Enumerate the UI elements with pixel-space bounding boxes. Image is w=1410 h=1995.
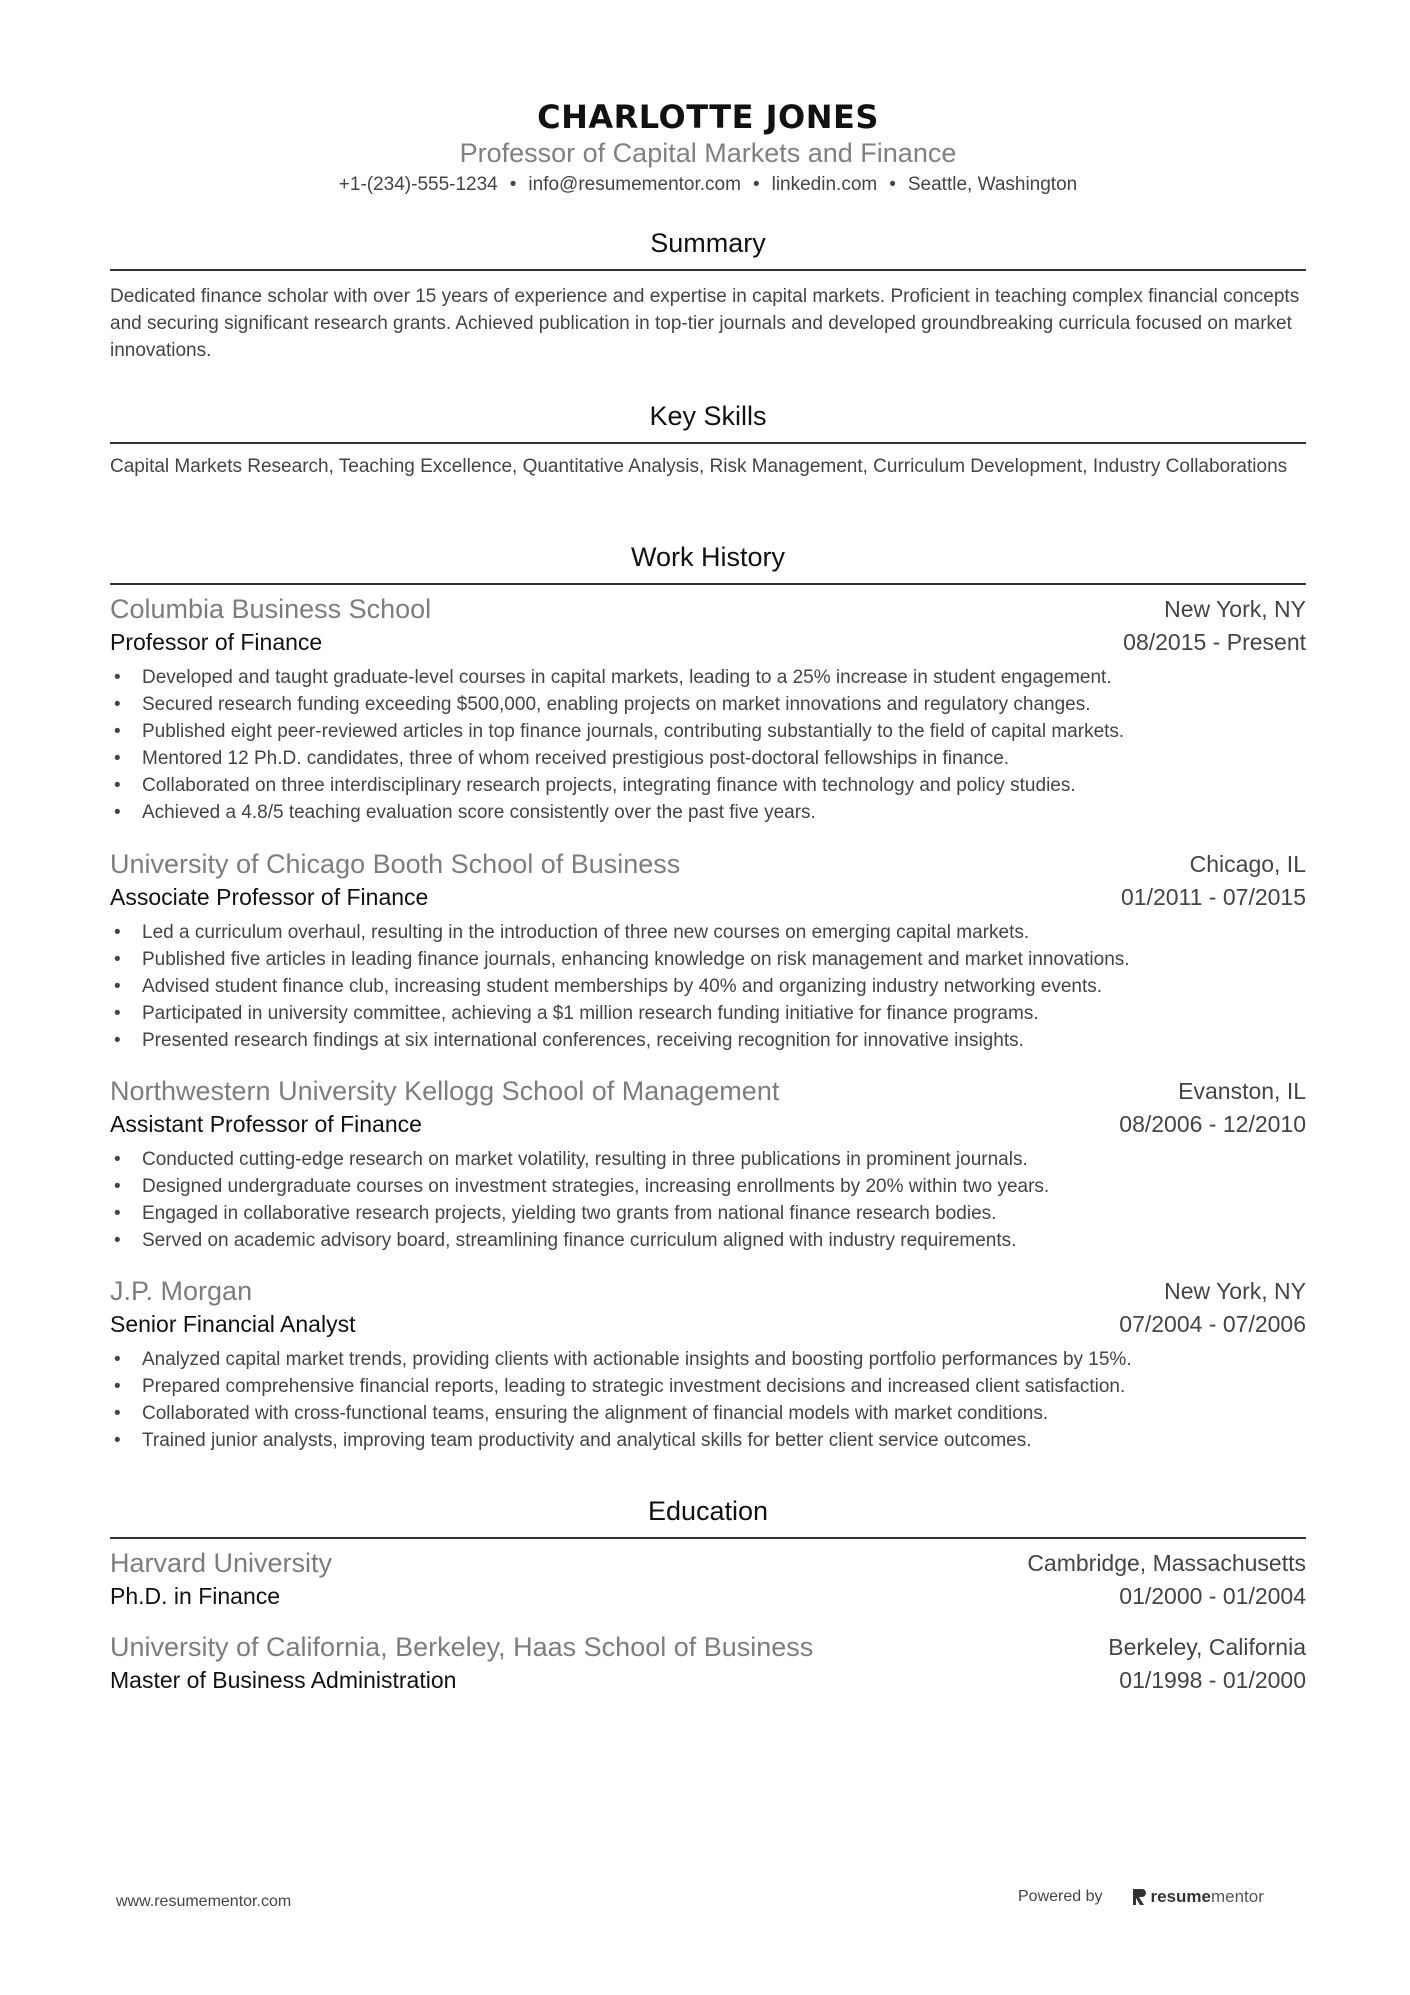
job-dates: 01/2011 - 07/2015 [1120, 884, 1306, 910]
job-entry [110, 1274, 1306, 1454]
education-dates: 01/2000 - 01/2004 [1119, 1583, 1306, 1609]
job-org: J.P. Morgan [110, 1276, 253, 1306]
bullet-item: • Published eight peer-reviewed articles in top finance journals, contributing substantially to the field of capital markets. [110, 718, 1306, 745]
bullet-item: • Prepared comprehensive financial reports, leading to strategic investment decisions and increased client satisfaction. [110, 1373, 1306, 1400]
job-location: New York, NY [1164, 596, 1306, 622]
education-heading: Education [647, 1496, 769, 1526]
job-dates: 08/2015 - Present [1123, 629, 1306, 655]
candidate-title: Professor of Capital Markets and Finance [459, 138, 957, 168]
brand-name[interactable] [1151, 1887, 1264, 1907]
education-entry [110, 1546, 1306, 1612]
job-location: New York, NY [1164, 1278, 1306, 1304]
location: Seattle, Washington [907, 174, 1078, 195]
bullet-item: • Collaborated with cross-functional teams, ensuring the alignment of financial models with market conditions. [110, 1400, 1306, 1427]
skills-heading: Key Skills [649, 401, 767, 431]
bullet-item: • Mentored 12 Ph.D. candidates, three of whom received prestigious post-doctoral fellowships in finance. [110, 745, 1306, 772]
email[interactable]: info@resumementor.com [528, 174, 741, 195]
bullet-item: • Analyzed capital market trends, providing clients with actionable insights and boosting portfolio performances by 15%. [110, 1346, 1306, 1373]
bullet-item: • Developed and taught graduate-level courses in capital markets, leading to a 25% increase in student engagement. [110, 664, 1306, 691]
separator: • [889, 174, 896, 195]
bullet-item: • Participated in university committee, achieving a $1 million research funding initiative for finance programs. [110, 1000, 1306, 1027]
job-bullets [110, 1346, 1306, 1454]
bullet-item: • Secured research funding exceeding $500,000, enabling projects on market innovations and regulatory changes. [110, 691, 1306, 718]
section-divider [110, 269, 1306, 271]
bullet-item: • Achieved a 4.8/5 teaching evaluation score consistently over the past five years. [110, 799, 1306, 826]
bullet-item: • Presented research findings at six international conferences, receiving recognition for innovative insights. [110, 1027, 1306, 1054]
footer-website[interactable]: www.resumementor.com [116, 1893, 292, 1910]
job-role: Senior Financial Analyst [110, 1311, 356, 1337]
school-location: Cambridge, Massachusetts [1027, 1550, 1306, 1576]
bullet-item: • Conducted cutting-edge research on market volatility, resulting in three publications in prominent journals. [110, 1146, 1306, 1173]
bullet-item: • Designed undergraduate courses on investment strategies, increasing enrollments by 20% within two years. [110, 1173, 1306, 1200]
bullet-item: • Trained junior analysts, improving team productivity and analytical skills for better client service outcomes. [110, 1427, 1306, 1454]
powered-by-label: Powered by [1018, 1888, 1103, 1905]
bullet-item: • Advised student finance club, increasing student memberships by 40% and organizing industry networking events. [110, 973, 1306, 1000]
bullet-item: • Served on academic advisory board, streamlining finance curriculum aligned with industry requirements. [110, 1227, 1306, 1254]
separator: • [752, 174, 760, 195]
degree: Master of Business Administration [110, 1667, 457, 1693]
job-role: Assistant Professor of Finance [110, 1111, 422, 1137]
skills-text: Capital Markets Research, Teaching Excellence, Quantitative Analysis, Risk Management, Curriculum Development, Industry Collaborations [110, 456, 1288, 477]
job-org: Columbia Business School [110, 594, 432, 624]
education-dates: 01/1998 - 01/2000 [1119, 1667, 1306, 1693]
summary-heading: Summary [650, 228, 766, 258]
summary-text: Dedicated finance scholar with over 15 years of experience and expertise in capital markets. Proficient in teaching complex financial concepts and securing significant research grants. Achieved publication in top-tier journals and developed groundbreaking curricula focused on market innovations. [110, 286, 1300, 361]
degree: Ph.D. in Finance [110, 1583, 281, 1609]
job-entry [110, 592, 1306, 826]
linkedin[interactable]: linkedin.com [771, 174, 878, 195]
section-divider [110, 1537, 1306, 1539]
job-role: Professor of Finance [110, 629, 323, 655]
work-heading: Work History [630, 542, 785, 572]
bullet-item: • Collaborated on three interdisciplinary research projects, integrating finance with technology and policy studies. [110, 772, 1306, 799]
section-divider [110, 583, 1306, 585]
phone: +1-(234)-555-1234 [338, 174, 498, 195]
footer-branding [1018, 1887, 1264, 1907]
resumementor-logo-icon [1133, 1887, 1147, 1907]
job-bullets [110, 919, 1306, 1054]
job-dates: 08/2006 - 12/2010 [1119, 1111, 1306, 1137]
bullet-item: • Engaged in collaborative research projects, yielding two grants from national finance research bodies. [110, 1200, 1306, 1227]
job-location: Chicago, IL [1189, 851, 1306, 877]
job-bullets [110, 1146, 1306, 1254]
job-role: Associate Professor of Finance [110, 884, 429, 910]
job-location: Evanston, IL [1178, 1078, 1306, 1104]
job-dates: 07/2004 - 07/2006 [1119, 1311, 1306, 1337]
brand-name-light: mentor [1210, 1887, 1264, 1906]
job-bullets [110, 664, 1306, 826]
education-entry [110, 1630, 1306, 1696]
job-entry [110, 847, 1306, 1054]
job-org: Northwestern University Kellogg School of Management [110, 1076, 780, 1106]
job-entry [110, 1074, 1306, 1254]
school-name: Harvard University [110, 1548, 333, 1578]
section-divider [110, 442, 1306, 444]
bullet-item: • Published five articles in leading finance journals, enhancing knowledge on risk management and market innovations. [110, 946, 1306, 973]
contact-line [110, 174, 1306, 196]
job-org: University of Chicago Booth School of Business [110, 849, 681, 879]
candidate-name: CHARLOTTE JONES [537, 98, 879, 136]
school-location: Berkeley, California [1108, 1634, 1306, 1660]
separator: • [509, 174, 517, 195]
brand-name-bold: resume [1150, 1887, 1211, 1906]
school-name: University of California, Berkeley, Haas School of Business [110, 1632, 814, 1662]
bullet-item: • Led a curriculum overhaul, resulting in the introduction of three new courses on emerging capital markets. [110, 919, 1306, 946]
